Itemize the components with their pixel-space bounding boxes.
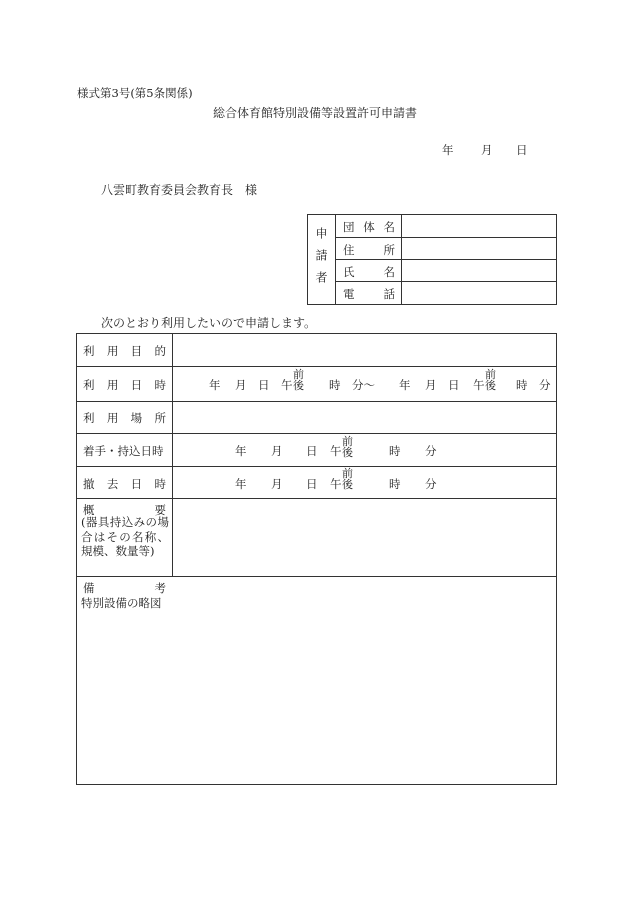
- applicant-phone-label: 電 話: [343, 287, 395, 301]
- date-day: 日: [516, 143, 528, 157]
- usage-end-hour: 時: [516, 378, 528, 392]
- setup-minute: 分: [425, 444, 437, 458]
- removal-year: 年: [235, 477, 247, 491]
- usage-end-month: 月: [425, 378, 437, 392]
- date-month: 月: [481, 143, 493, 157]
- remarks-sketch-area[interactable]: [80, 612, 552, 780]
- overview-note: (器具持込みの場合はその名称、規模、数量等): [81, 515, 169, 558]
- setup-ampm-prefix: 午: [330, 444, 342, 458]
- remarks-sketch-label: 特別設備の略図: [81, 596, 162, 610]
- form-number: 様式第3号(第5条関係): [77, 86, 193, 100]
- usage-end-minute: 分: [539, 378, 551, 392]
- addressee: 八雲町教育委員会教育長 様: [101, 183, 258, 197]
- usage-start-ampm: 前 後: [293, 368, 304, 392]
- applicant-phone-field[interactable]: [405, 286, 553, 302]
- place-label: 利 用 場 所: [83, 411, 166, 425]
- applicant-label: 申請者: [314, 227, 328, 293]
- usage-end-year: 年: [399, 378, 411, 392]
- usage-start-month: 月: [235, 378, 247, 392]
- applicant-org-field[interactable]: [405, 219, 553, 235]
- date-year: 年: [442, 143, 454, 157]
- applicant-name-label: 氏 名: [343, 265, 395, 279]
- setup-year: 年: [235, 444, 247, 458]
- setup-datetime-label: 着手・持込日時: [83, 444, 164, 458]
- remarks-label: 備 考: [83, 581, 166, 595]
- usage-end-ampm: 前 後: [485, 368, 496, 392]
- removal-day: 日: [306, 477, 318, 491]
- usage-start-ampm-prefix: 午: [281, 378, 293, 392]
- applicant-org-label: 団 体 名: [343, 220, 395, 234]
- setup-day: 日: [306, 444, 318, 458]
- setup-hour: 時: [389, 444, 401, 458]
- usage-end-ampm-prefix: 午: [473, 378, 485, 392]
- purpose-field[interactable]: [177, 339, 552, 363]
- removal-ampm-prefix: 午: [330, 477, 342, 491]
- removal-datetime-label: 撤 去 日 時: [83, 477, 166, 491]
- setup-ampm: 前 後: [342, 435, 353, 459]
- request-text: 次のとおり利用したいので申請します。: [101, 316, 317, 330]
- applicant-address-field[interactable]: [405, 242, 553, 258]
- usage-start-hour: 時: [329, 378, 341, 392]
- usage-start-year: 年: [209, 378, 221, 392]
- removal-hour: 時: [389, 477, 401, 491]
- removal-month: 月: [271, 477, 283, 491]
- removal-ampm: 前 後: [342, 467, 353, 491]
- purpose-label: 利 用 目 的: [83, 344, 166, 358]
- usage-datetime-label: 利 用 日 時: [83, 378, 166, 392]
- usage-end-day: 日: [448, 378, 460, 392]
- place-field[interactable]: [177, 406, 552, 430]
- usage-start-day: 日: [258, 378, 270, 392]
- removal-minute: 分: [425, 477, 437, 491]
- applicant-name-field[interactable]: [405, 264, 553, 280]
- overview-field[interactable]: [177, 503, 552, 573]
- applicant-address-label: 住 所: [343, 243, 395, 257]
- usage-start-minute: 分〜: [352, 378, 375, 392]
- setup-month: 月: [271, 444, 283, 458]
- overview-label: 概 要: [83, 503, 166, 517]
- document-title: 総合体育館特別設備等設置許可申請書: [213, 106, 418, 120]
